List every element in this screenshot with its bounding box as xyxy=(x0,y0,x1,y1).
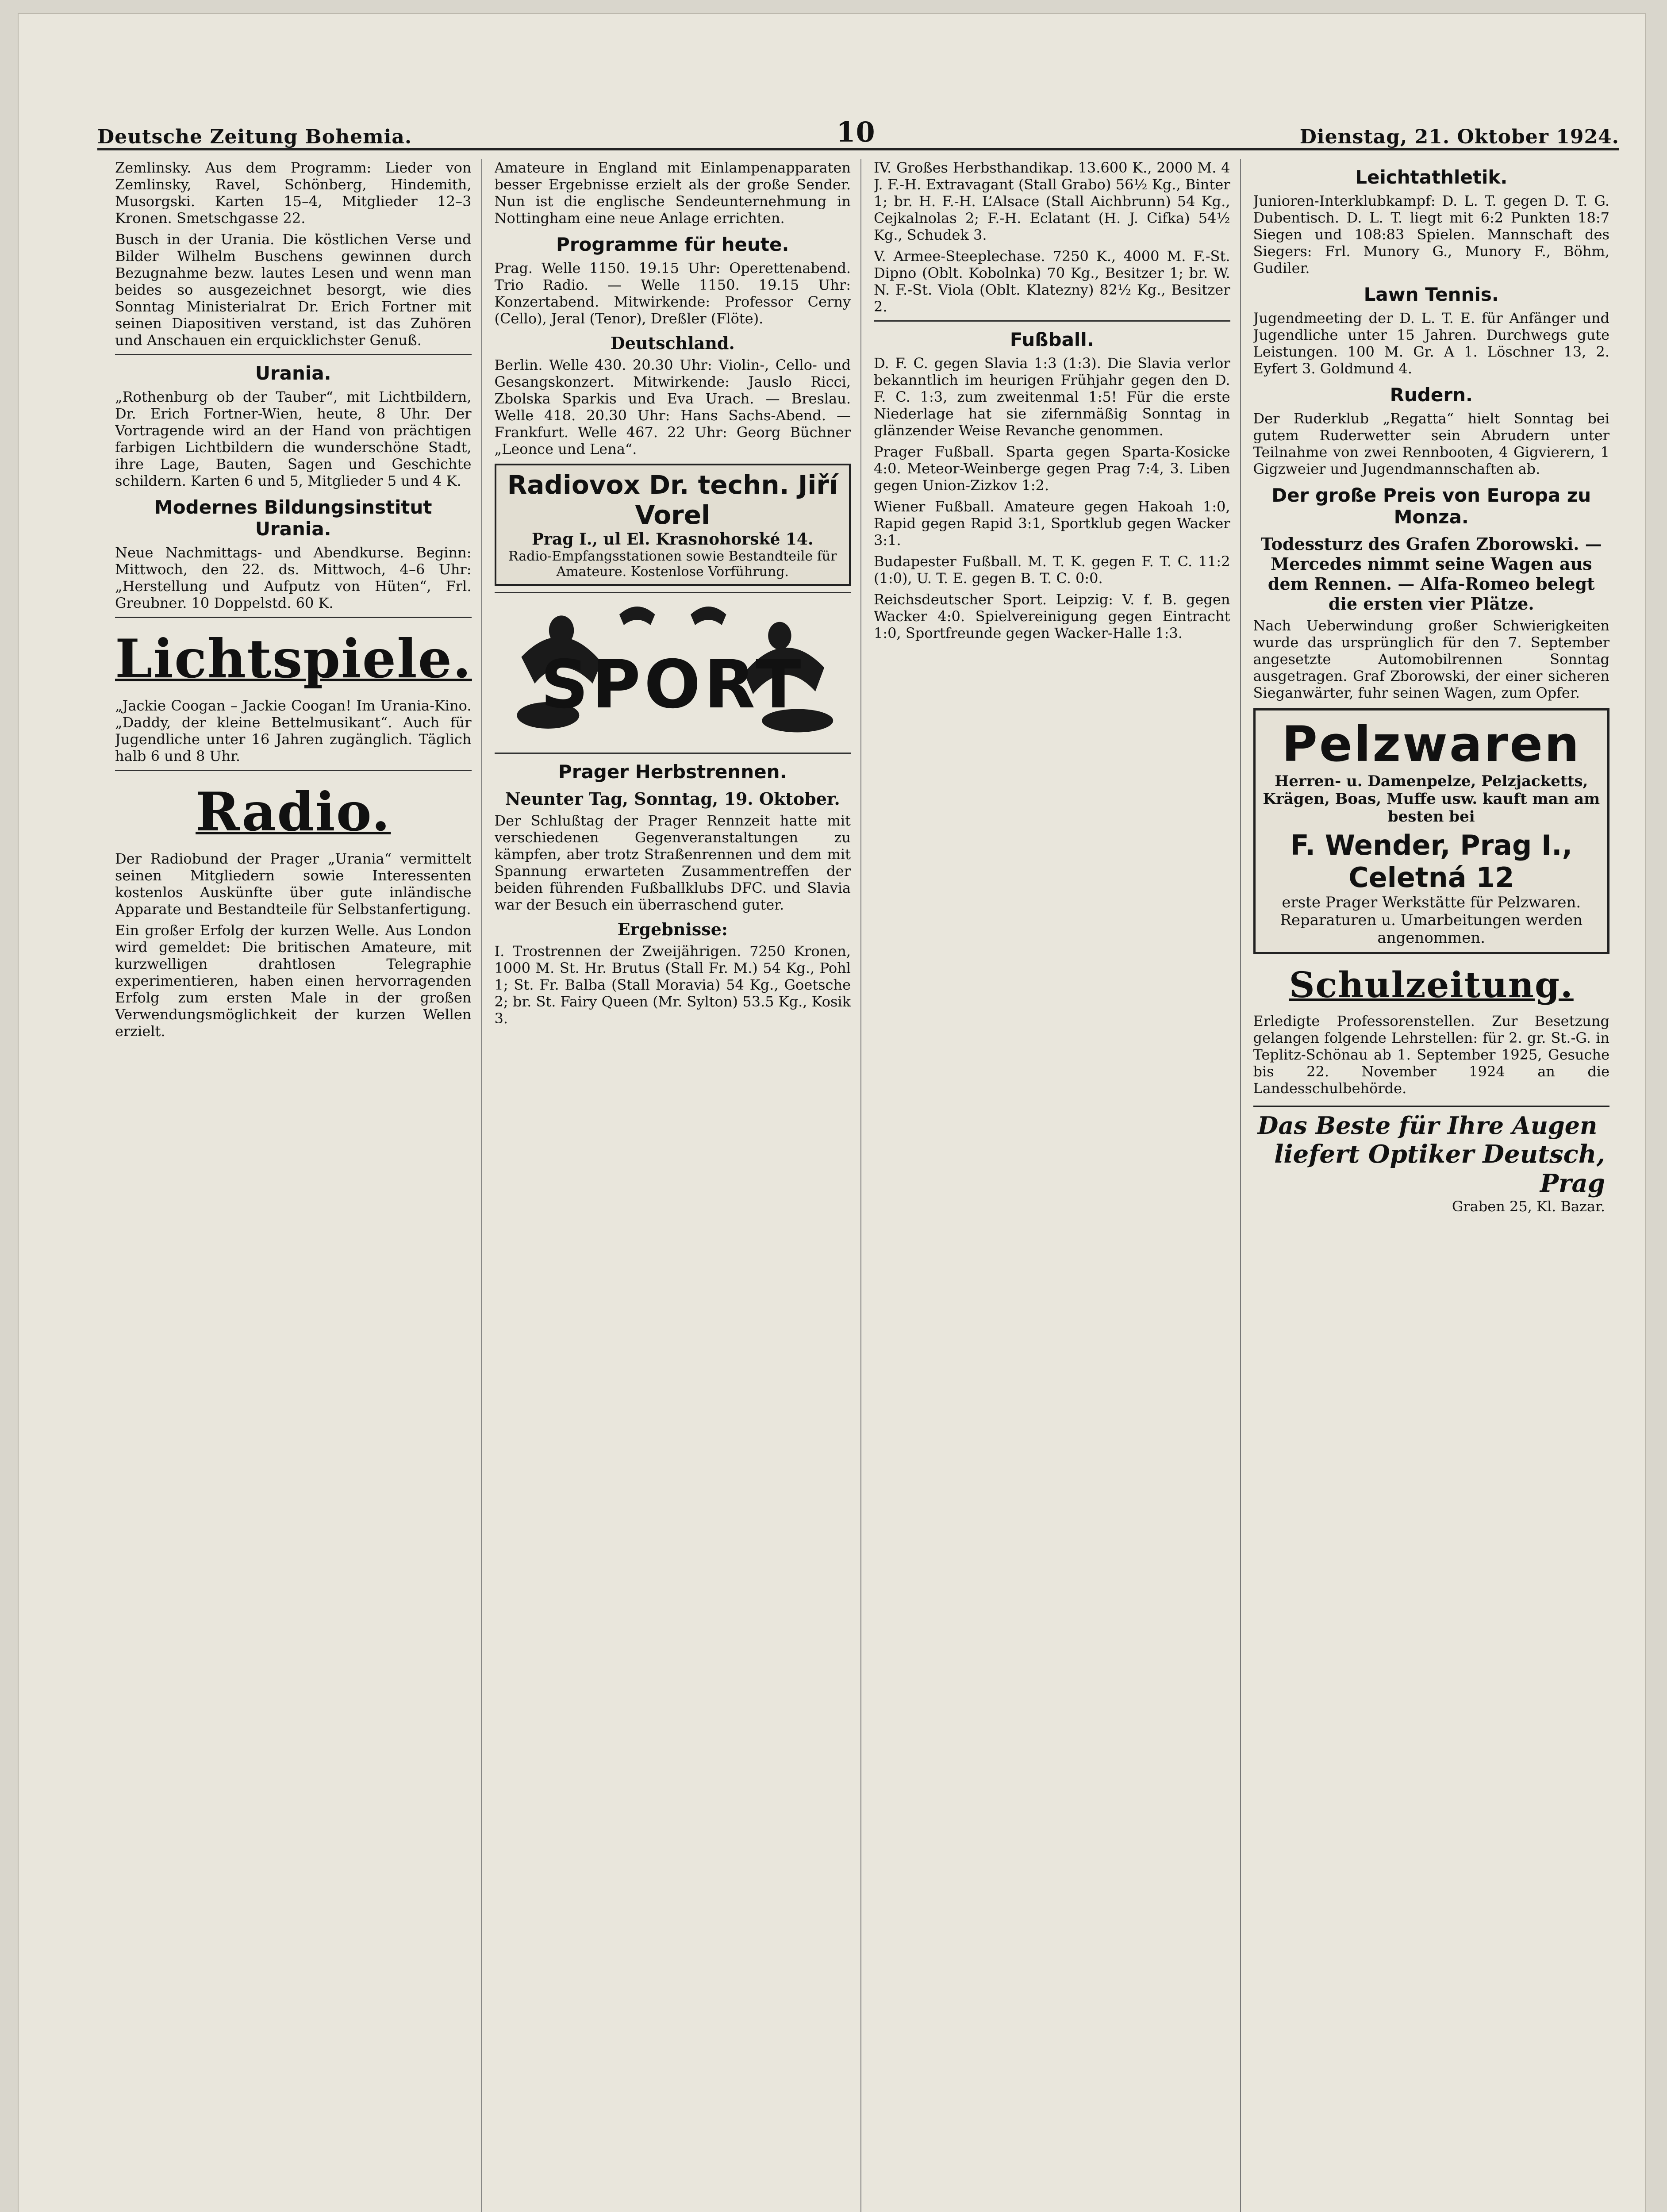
article-text: „Jackie Coogan – Jackie Coogan! Im Urania-Kino. „Daddy, der kleine Bettelmusikant“. Auch für Jugendliche unter 16 Jahren zugänglich. Täglich halb 6 und 8 Uhr. xyxy=(115,697,472,764)
ad-title: Das Beste für Ihre Augen xyxy=(1257,1111,1598,1140)
section-heading: Deutschland. xyxy=(610,333,735,353)
article-text: D. F. C. gegen Slavia 1:3 (1:3). Die Slavia verlor bekanntlich im heurigen Frühjahr gegen den D. F. C. 1:3, zum zweitenmal 1:5! Für die erste Niederlage hat sie zifernmäßig Sonntag in glänzender Weise Revanche genommen. xyxy=(874,355,1230,439)
article-text: V. Armee-Steeplechase. 7250 K., 4000 M. F.-St. Dipno (Oblt. Kobolnka) 70 Kg., Besitzer 1; br. W. N. F.-St. Viola (Oblt. Klatezny) 82½ Kg., Besitzer 2. xyxy=(874,248,1230,315)
ad-firm: liefert Optiker Deutsch, Prag xyxy=(1274,1140,1605,1198)
ad-subtitle: Radio-Empfangsstationen sowie Bestandteile für Amateure. Kostenlose Vorführung. xyxy=(508,549,837,580)
divider xyxy=(874,320,1230,322)
section-heading: Lawn Tennis. xyxy=(1364,284,1499,305)
section-heading: Schulzeitung. xyxy=(1289,964,1574,1006)
section-heading: Programme für heute. xyxy=(556,234,789,255)
article-text: Prag. Welle 1150. 19.15 Uhr: Operettenabend. Trio Radio. — Welle 1150. 19.15 Uhr: Konzertabend. Mitwirkende: Professor Cerny (Cello), Jeral (Tenor), Dreßler (Flöte). xyxy=(494,260,851,327)
section-heading: Urania. xyxy=(255,362,331,384)
article-text: Budapester Fußball. M. T. K. gegen F. T. C. 11:2 (1:0), U. T. E. gegen B. T. C. 0:0. xyxy=(874,553,1230,587)
page-header xyxy=(97,108,1619,150)
newspaper-page xyxy=(18,13,1646,2212)
ad-note: Reparaturen u. Umarbeitungen werden angenommen. xyxy=(1280,911,1583,947)
article-text: Wiener Fußball. Amateure gegen Hakoah 1:0, Rapid gegen Rapid 3:1, Sportklub gegen Wacker 3:1. xyxy=(874,498,1230,549)
article-text: Berlin. Welle 430. 20.30 Uhr: Violin-, Cello- und Gesangskonzert. Mitwirkende: Jauslo Ricci, Zbolska Sparkis und Eva Urach. — Breslau. Welle 418. 20.30 Uhr: Hans Sachs-Abend. — Frankfurt. Welle 467. 22 Uhr: Georg Büchner „Leonce und Lena“. xyxy=(494,357,851,457)
column-4 xyxy=(1253,159,1620,2212)
section-heading: Radio. xyxy=(196,781,391,843)
article-text: Amateure in England mit Einlampenapparaten besser Ergebnisse erzielt als der große Sender. Nun ist die englische Sendeunternehmung in Nottingham eine neue Anlage errichten. xyxy=(494,159,851,227)
ad-title: Radiovox Dr. techn. Jiří Vorel xyxy=(507,470,838,530)
article-text: Junioren-Interklubkampf: D. L. T. gegen D. T. G. Dubentisch. D. L. T. liegt mit 6:2 Punkten 18:7 Siegen und 108:83 Spielen. Mannschaft des Siegers: Frl. Munory G., Munory F., Böhm, Gudiler. xyxy=(1253,192,1609,276)
ad-line: besten bei xyxy=(1387,808,1475,826)
column-2 xyxy=(495,159,862,2212)
advertisement-pelzwaren xyxy=(1253,708,1610,954)
article-text: Nach Ueberwindung großer Schwierigkeiten wurde das ursprünglich für den 7. September angesetzte Automobilrennen Sonntag ausgetragen. Graf Zborowski, der einer sicheren Sieganwärter, fuhr seinen Wagen, zum Opfer. xyxy=(1253,617,1609,701)
section-heading: Leichtathletik. xyxy=(1355,166,1508,188)
article-text: Der Radiobund der Prager „Urania“ vermittelt seinen Mitgliedern sowie Interessenten kostenlos Auskünfte über gute inländische Apparate und Bestandteile für Selbstanfertigung. xyxy=(115,850,472,918)
ad-address: erste Prager Werkstätte für Pelzwaren. xyxy=(1282,894,1581,911)
columns xyxy=(115,159,1619,2212)
article-text: I. Trostrennen der Zweijährigen. 7250 Kronen, 1000 M. St. Hr. Brutus (Stall Fr. M.) 54 Kg., Pohl 1; St. Fr. Balba (Stall Moravia) 54 Kg., Goetsche 2; br. St. Fairy Queen (Mr. Sylton) 53.5 Kg., Kosik 3. xyxy=(494,943,851,1027)
column-1 xyxy=(115,159,482,2212)
article-text: Der Schlußtag der Prager Rennzeit hatte mit verschiedenen Gegenveranstaltungen zu kämpfen, aber trotz Straßenrennen und dem mit Spannung erwarteten Zusammentreffen der beiden führenden Fußballklubs DFC. und Slavia war der Besuch ein überraschend guter. xyxy=(494,812,851,913)
ad-line: Herren- u. Damenpelze, Pelzjacketts, xyxy=(1275,772,1588,790)
section-heading: Prager Herbstrennen. xyxy=(558,761,787,783)
article-text: Neue Nachmittags- und Abendkurse. Beginn: Mittwoch, den 22. ds. Mittwoch, 4–6 Uhr: „Herstellung und Aufputz von Hüten“, Frl. Greubner. 10 Doppelstd. 60 K. xyxy=(115,544,472,611)
article-text: Prager Fußball. Sparta gegen Sparta-Kosicke 4:0. Meteor-Weinberge gegen Prag 7:4, 3. Liben gegen Union-Zizkov 1:2. xyxy=(874,443,1230,494)
article-text: „Rothenburg ob der Tauber“, mit Lichtbildern, Dr. Erich Fortner-Wien, heute, 8 Uhr. Der Vortragende wird an der Hand von prächtigen farbigen Lichtbildern die wunderschöne Stadt, ihre Lage, Bauten, Sagen und Geschichte schildern. Karten 6 und 5, Mitglieder 5 und 4 K. xyxy=(115,388,472,489)
advertisement-radiovox xyxy=(495,464,851,586)
section-subheading: Ergebnisse: xyxy=(617,919,728,939)
advertisement-optiker xyxy=(1253,1106,1610,1219)
article-text: Jugendmeeting der D. L. T. E. für Anfänger und Jugendliche unter 15 Jahren. Durchwegs gute Leistungen. 100 M. Gr. A 1. Löschner 13, 2. Eyfert 3. Goldmund 4. xyxy=(1253,310,1609,377)
ad-address: Prag I., ul El. Krasnohorské 14. xyxy=(531,530,814,549)
newspaper-title: Deutsche Zeitung Bohemia. xyxy=(97,126,412,148)
sport-banner xyxy=(495,592,851,754)
divider xyxy=(115,770,472,771)
ad-firm: F. Wender, Prag I., Celetná 12 xyxy=(1290,829,1573,894)
section-heading: Der große Preis von Europa zu Monza. xyxy=(1271,484,1591,528)
ad-line: Krägen, Boas, Muffe usw. kauft man am xyxy=(1263,790,1600,808)
article-text: Busch in der Urania. Die köstlichen Verse und Bilder Wilhelm Buschens gewinnen durch Bezugnahme bezw. lautes Lesen und wenn man beides so ausgezeichnet besorgt, wie dies Sonntag Ministerialrat Dr. Erich Fortner mit seinen Diapositiven verstand, ist das Zuhören und Anschauen ein erquicklichster Genuß. xyxy=(115,231,472,349)
divider xyxy=(115,617,472,618)
ad-address: Graben 25, Kl. Bazar. xyxy=(1452,1198,1605,1215)
section-heading: Modernes Bildungsinstitut Urania. xyxy=(154,496,432,540)
article-text: IV. Großes Herbsthandikap. 13.600 K., 2000 M. 4 J. F.-H. Extravagant (Stall Grabo) 56½ Kg., Binter 1; br. H. F.-H. L’Alsace (Stall Aichbrunn) 54 Kg., Cejkalnolas 2; F.-H. Eclatant (H. J. Cifka) 54½ Kg., Schudek 3. xyxy=(874,159,1230,243)
section-subheading: Neunter Tag, Sonntag, 19. Oktober. xyxy=(505,789,840,809)
issue-date: Dienstag, 21. Oktober 1924. xyxy=(1299,126,1619,148)
section-heading: Rudern. xyxy=(1390,384,1473,406)
divider xyxy=(115,354,472,355)
column-3 xyxy=(874,159,1241,2212)
page-number: 10 xyxy=(836,116,876,148)
ad-title: Pelzwaren xyxy=(1282,716,1581,772)
article-text: Zemlinsky. Aus dem Programm: Lieder von Zemlinsky, Ravel, Schönberg, Hindemith, Musorgski. Karten 15–4, Mitglieder 12–3 Kronen. Smetschgasse 22. xyxy=(115,159,472,227)
sport-banner-title: SPORT xyxy=(540,646,805,723)
section-heading: Fußball. xyxy=(1010,329,1094,350)
section-heading: Lichtspiele. xyxy=(115,628,472,690)
article-text: Reichsdeutscher Sport. Leipzig: V. f. B. gegen Wacker 4:0. Spielvereinigung gegen Eintracht 1:0, Sportfreunde gegen Wacker-Halle 1:3. xyxy=(874,591,1230,641)
article-text: Der Ruderklub „Regatta“ hielt Sonntag bei gutem Ruderwetter sein Abrudern unter Teilnahme von zwei Rennbooten, 4 Gigvierern, 1 Gigzweier und Jugendmannschaften ab. xyxy=(1253,410,1609,477)
section-subheading: Todessturz des Grafen Zborowski. — Mercedes nimmt seine Wagen aus dem Rennen. — Alfa-Romeo belegt die ersten vier Plätze. xyxy=(1260,534,1602,614)
article-text: Erledigte Professorenstellen. Zur Besetzung gelangen folgende Lehrstellen: für 2. gr. St.-G. in Teplitz-Schönau ab 1. September 1925, Gesuche bis 22. November 1924 an die Landesschulbehörde. xyxy=(1253,1013,1609,1097)
article-text: Ein großer Erfolg der kurzen Welle. Aus London wird gemeldet: Die britischen Amateure, mit kurzwelligen drahtlosen Telegraphie experimentieren, haben einen hervorragenden Erfolg zum ersten Male in der großen Verwendungsmöglichkeit der kurzen Wellen erzielt. xyxy=(115,922,472,1040)
